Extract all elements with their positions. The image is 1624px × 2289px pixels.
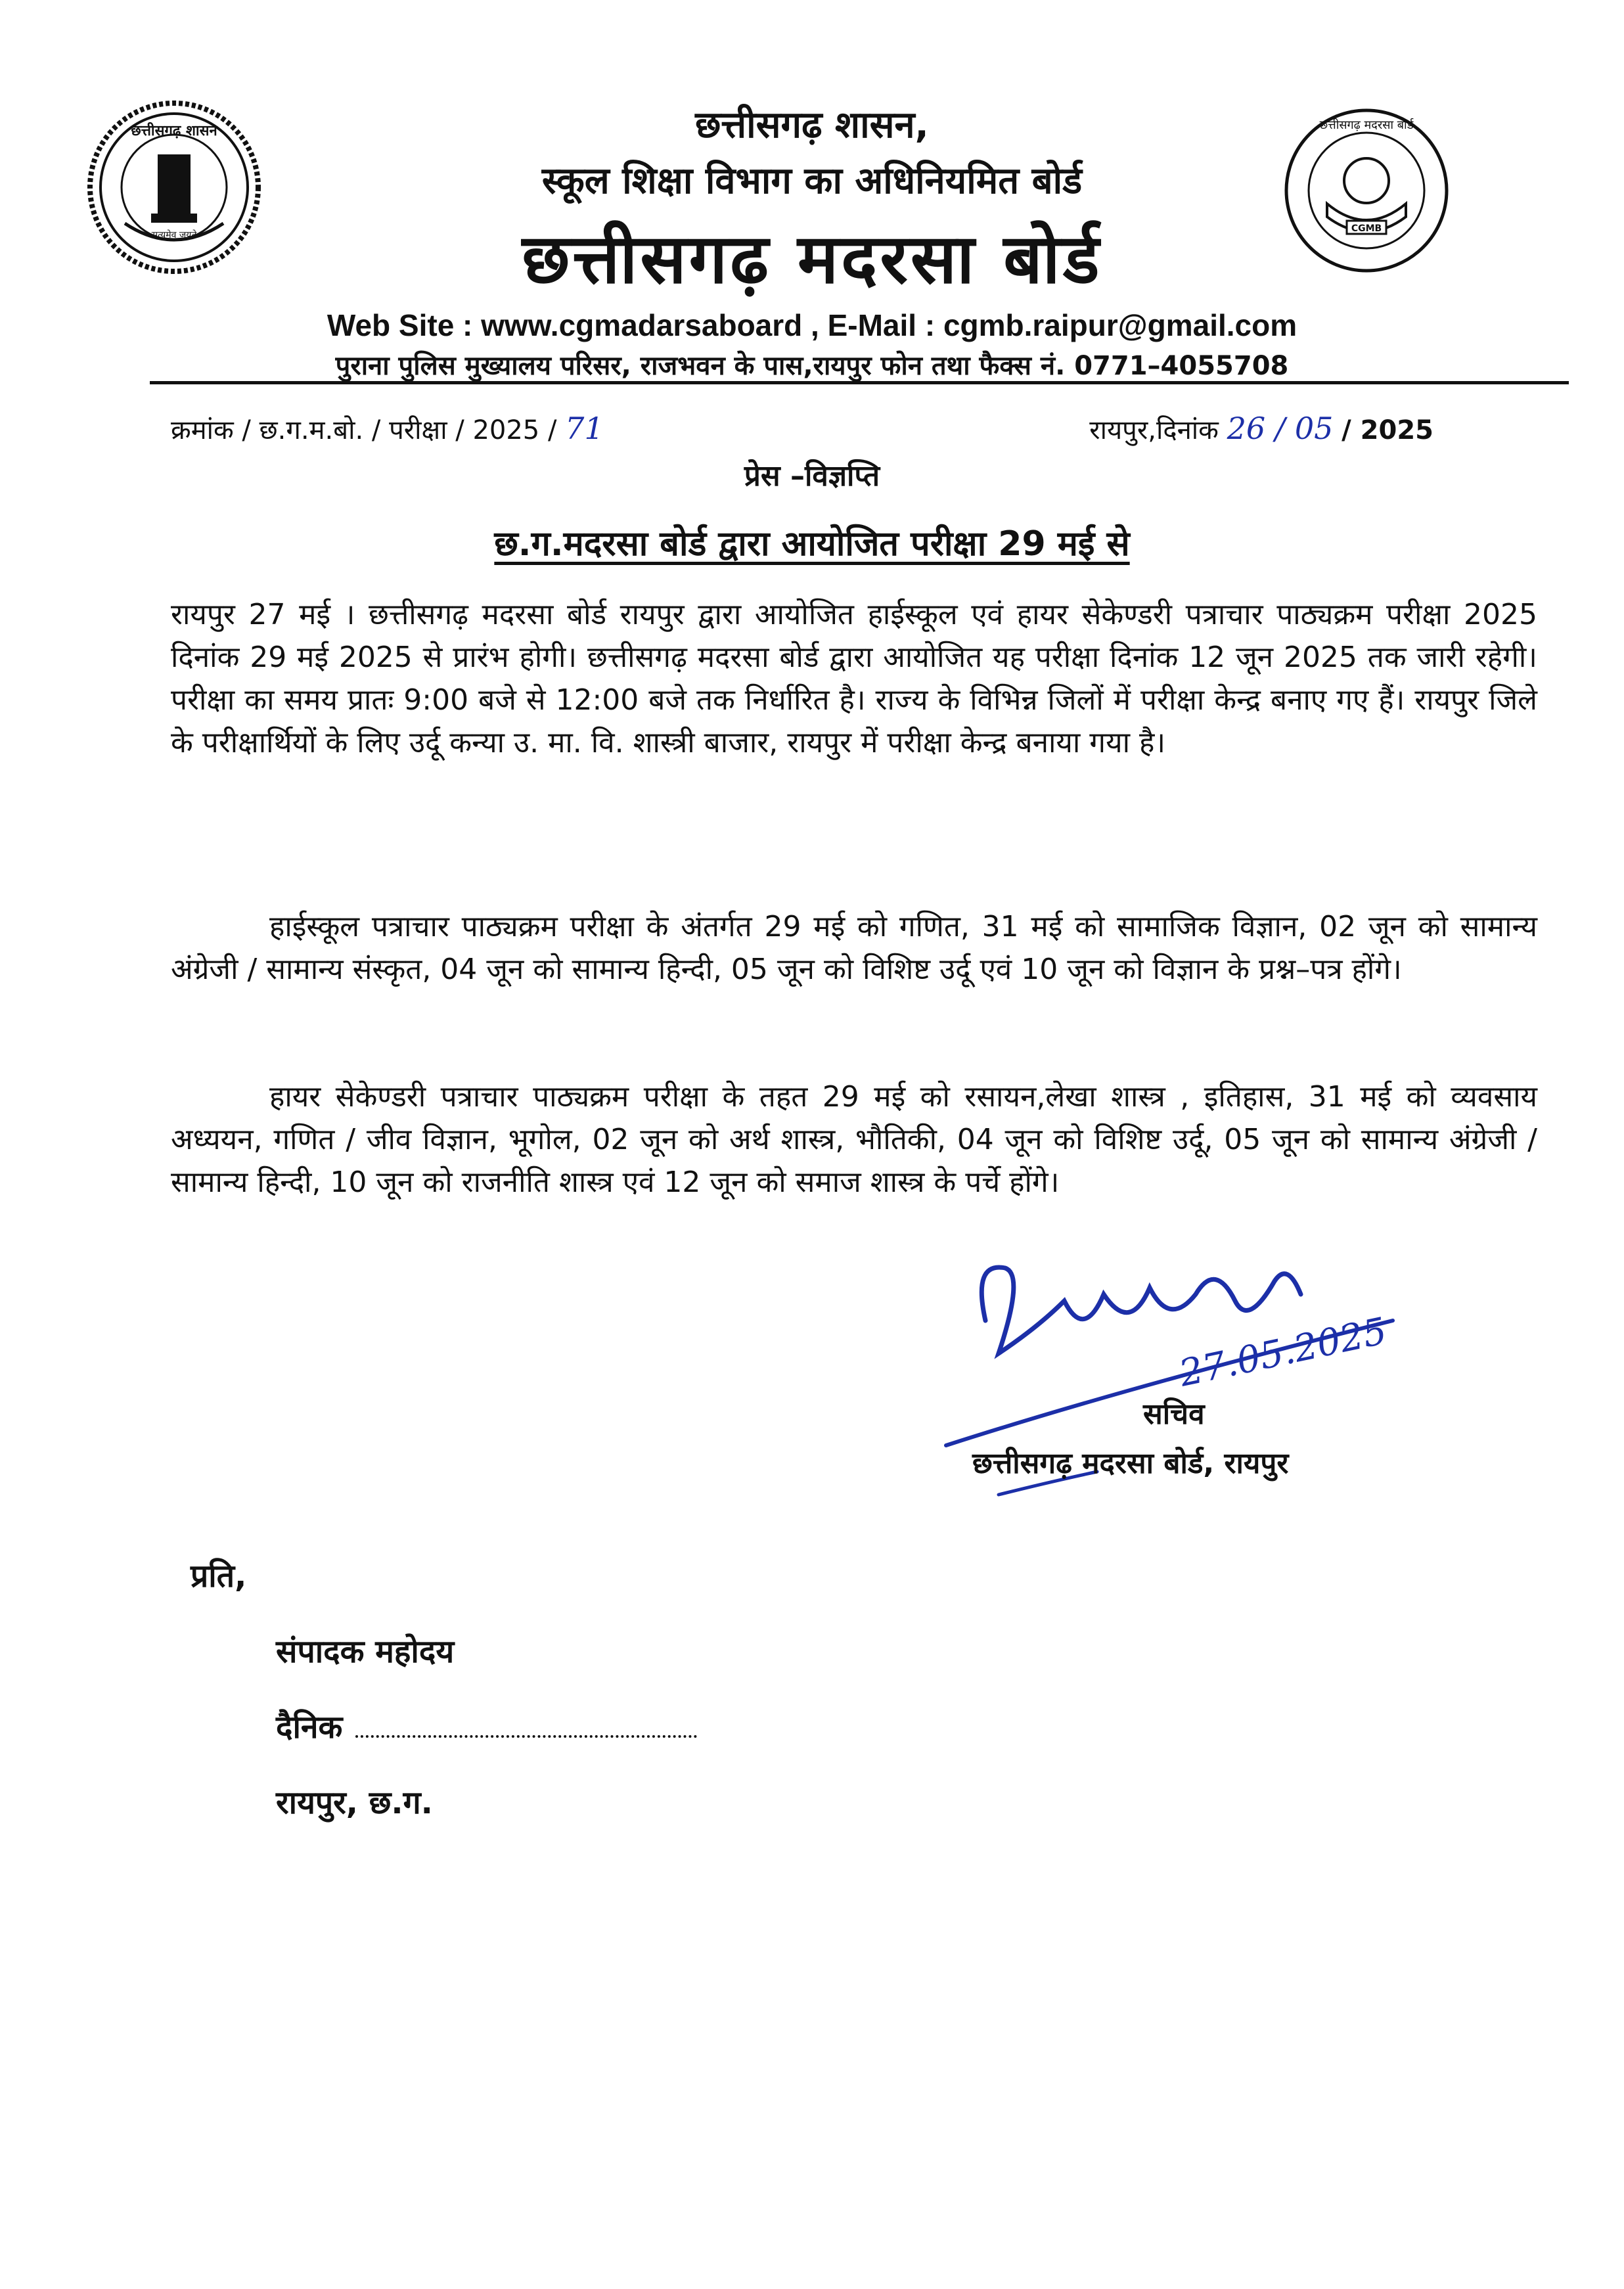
svg-text:छत्तीसगढ़ शासन: छत्तीसगढ़ शासन (131, 123, 217, 139)
recipient-city: रायपुर, छ.ग. (276, 1784, 433, 1821)
reference-number (171, 411, 604, 447)
recipient-daily (276, 1705, 697, 1748)
reference-prefix: क्रमांक / छ.ग.म.बो. / परीक्षा / 2025 / (171, 415, 557, 445)
release-heading (0, 519, 1624, 566)
header-divider (150, 381, 1569, 384)
press-release-label: प्रेस –विज्ञप्ति (744, 459, 880, 493)
recipient-to: प्रति, (191, 1558, 247, 1595)
address-line: पुराना पुलिस मुख्यालय परिसर, राजभवन के पास,रायपुर फोन तथा फैक्स नं. 0771–4055708 (335, 351, 1289, 381)
blank-fill-line (355, 1715, 697, 1738)
recipient-editor: संपादक महोदय (276, 1633, 455, 1670)
date-handwritten: 26 / 05 (1227, 411, 1334, 446)
paragraph-higher-secondary: हायर सेकेण्डरी पत्राचार पाठ्यक्रम परीक्षा के तहत 29 मई को रसायन,लेखा शास्त्र , इतिहास, 31 मई को व्यवसाय अध्ययन, गणित / जीव विज्ञान, भूगोल, 02 जून को अर्थ शास्त्र, भौतिकी, 04 जून को विशिष्ट उर्दू, 05 जून को सामान्य अंग्रेजी / सामान्य हिन्दी, 10 जून को राजनीति शास्त्र एवं 12 जून को समाज शास्त्र के पर्चे होंगे। (171, 1080, 1537, 1199)
web-email-line: Web Site : www.cgmadarsaboard , E-Mail : cgmb.raipur@gmail.com (327, 308, 1297, 342)
document-date (1089, 411, 1433, 447)
paragraph-highschool: हाईस्कूल पत्राचार पाठ्यक्रम परीक्षा के अंतर्गत 29 मई को गणित, 31 मई को सामाजिक विज्ञान, 02 जून को सामान्य अंग्रेजी / सामान्य संस्कृत, 04 जून को सामान्य हिन्दी, 05 जून को विशिष्ट उर्दू एवं 10 जून को विज्ञान के प्रश्न–पत्र होंगे। (171, 910, 1537, 986)
signatory-organization: छत्तीसगढ़ मदरसा बोर्ड, रायपुर (972, 1447, 1289, 1480)
date-prefix: रायपुर,दिनांक (1089, 415, 1219, 445)
signatory-title: सचिव (1143, 1397, 1205, 1431)
recipient-daily-label: दैनिक (276, 1709, 343, 1746)
board-name: छत्तीसगढ़ मदरसा बोर्ड (522, 219, 1102, 299)
date-year: / 2025 (1342, 415, 1433, 445)
government-line: छत्तीसगढ़ शासन, (695, 104, 929, 147)
svg-text:CGMB: CGMB (1351, 223, 1382, 234)
department-line: स्कूल शिक्षा विभाग का अधिनियमित बोर्ड (541, 160, 1083, 202)
svg-text:सत्यमेव जयते: सत्यमेव जयते (151, 230, 197, 240)
svg-text:छत्तीसगढ़ मदरसा बोर्ड: छत्तीसगढ़ मदरसा बोर्ड (1319, 118, 1414, 132)
paragraph-intro: रायपुर 27 मई । छत्तीसगढ़ मदरसा बोर्ड रायपुर द्वारा आयोजित हाईस्कूल एवं हायर सेकेण्डरी पत्राचार पाठ्यक्रम परीक्षा 2025 दिनांक 29 मई 2025 से प्रारंभ होगी। छत्तीसगढ़ मदरसा बोर्ड द्वारा आयोजित यह परीक्षा दिनांक 12 जून 2025 तक जारी रहेगी। परीक्षा का समय प्रातः 9:00 बजे से 12:00 बजे तक निर्धारित है। राज्य के विभिन्न जिलों में परीक्षा केन्द्र बनाए गए हैं। रायपुर जिले के परीक्षार्थियों के लिए उर्दू कन्या उ. मा. वि. शास्त्री बाजार, रायपुर में परीक्षा केन्द्र बनाया गया है। (171, 598, 1537, 759)
svg-text:27.05.2025: 27.05.2025 (1175, 1309, 1391, 1395)
release-heading-text: छ.ग.मदरसा बोर्ड द्वारा आयोजित परीक्षा 29 मई से (494, 524, 1130, 564)
reference-handwritten-number: 71 (565, 411, 604, 446)
